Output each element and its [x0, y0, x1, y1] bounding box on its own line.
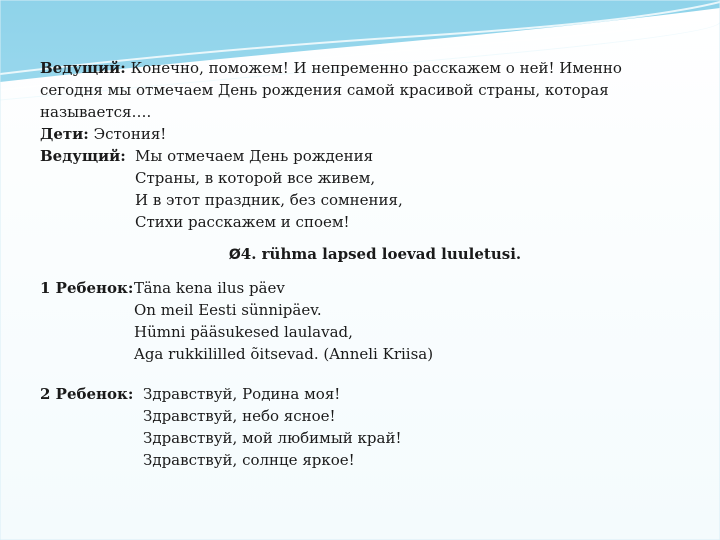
section-heading: Ø4. rühma lapsed loevad luuletusi.	[228, 245, 522, 263]
host-line-1: Ведущий: Конечно, поможем! И непременно расскажем о ней! Именно	[40, 59, 622, 77]
child1-line-3: Hümni pääsukesed laulavad,	[134, 323, 353, 341]
host-poem-line-2: Страны, в которой все живем,	[135, 169, 376, 187]
child2-line-2: Здравствуй, небо ясное!	[143, 407, 336, 425]
child2-line-1: 2 Ребенок: Здравствуй, Родина моя!	[40, 385, 341, 403]
kids-line: Дети: Эстония!	[40, 125, 167, 143]
slide-text	[40, 57, 690, 471]
host-line-3: называется….	[40, 103, 152, 121]
child1-line-2: On meil Eesti sünnipäev.	[134, 301, 322, 319]
host-poem-line-3: И в этот праздник, без сомнения,	[135, 191, 403, 209]
host-poem-line-4: Стихи расскажем и споем!	[135, 213, 350, 231]
child2-line-3: Здравствуй, мой любимый край!	[143, 429, 402, 447]
host-line-2: сегодня мы отмечаем День рождения самой красивой страны, которая	[40, 81, 609, 99]
child1-line-4: Aga rukkililled õitsevad. (Anneli Kriisa)	[134, 345, 434, 363]
host-poem-line-1: Ведущий: Мы отмечаем День рождения	[40, 147, 374, 165]
arrow-bullet-icon: Ø	[228, 247, 241, 263]
child1-line-1: 1 Ребенок:Täna kena ilus päev	[40, 279, 285, 297]
child2-line-4: Здравствуй, солнце яркое!	[143, 451, 355, 469]
